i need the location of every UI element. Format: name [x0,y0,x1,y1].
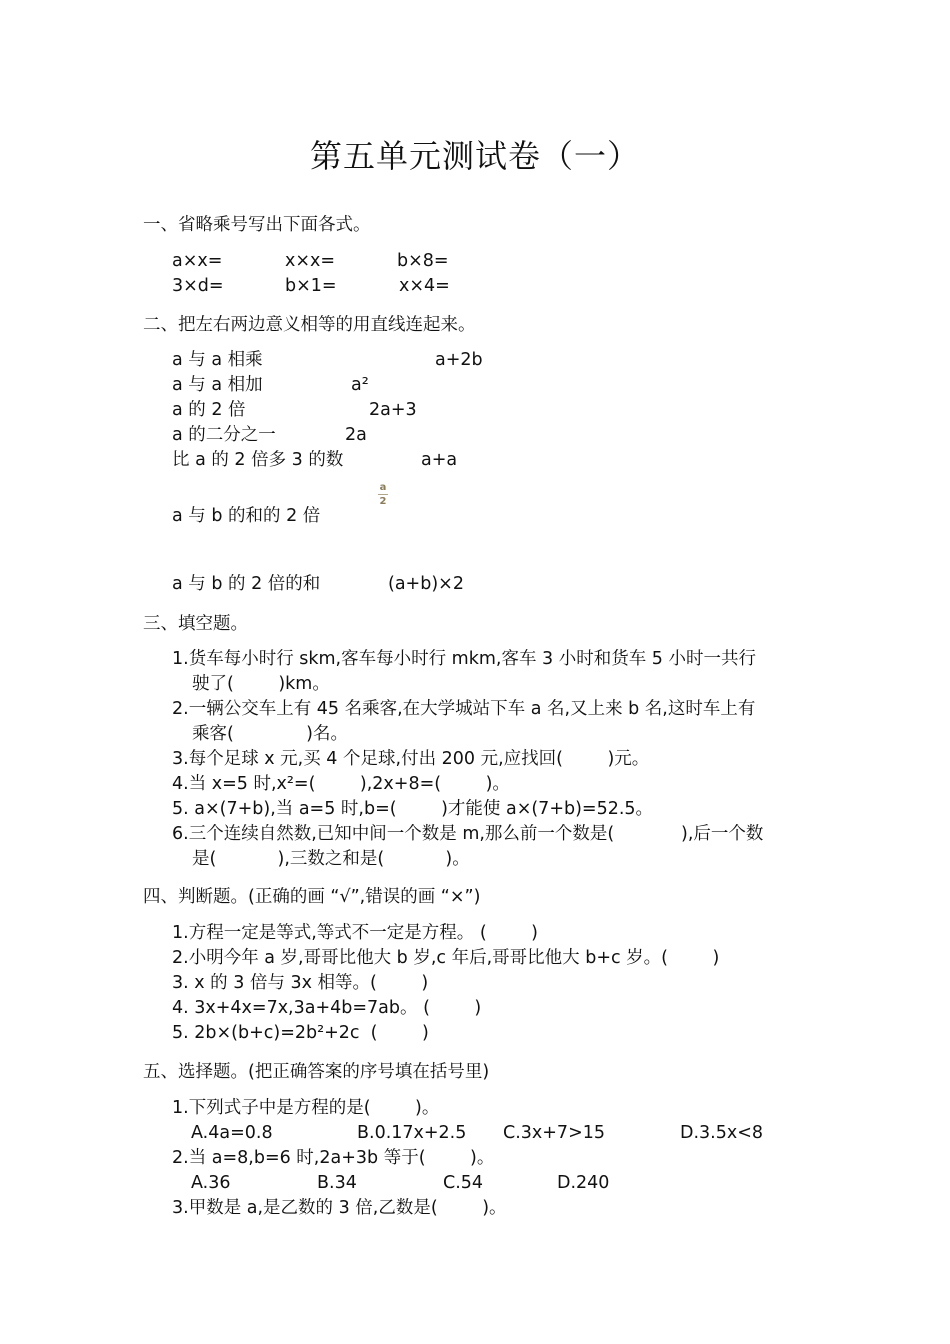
choice-option: B.0.17x+2.5 [357,1123,467,1143]
expr-item: b×8= [397,251,449,271]
expr-item: 3×d= [172,276,224,296]
fraction-denominator: 2 [379,496,387,507]
section1-heading: 一、省略乘号写出下面各式。 [143,215,371,235]
match-left-item: a 的 2 倍 [172,400,246,420]
match-left-item: a 与 b 的和的 2 倍 [172,506,321,526]
match-right-item: (a+b)×2 [388,574,464,594]
choice-question: 2.当 a=8,b=6 时,2a+3b 等于( )。 [172,1148,495,1168]
judge-line: 3. x 的 3 倍与 3x 相等。( ) [172,973,429,993]
fill-blank-line: 5. a×(7+b),当 a=5 时,b=( )才能使 a×(7+b)=52.5。 [172,799,654,819]
match-left-item: a 与 a 相加 [172,375,263,395]
match-right-item: a+a [421,450,458,470]
fraction-numerator: a [379,482,387,493]
choice-option: D.240 [557,1173,610,1193]
page-title: 第五单元测试卷（一） [309,137,640,175]
fill-blank-line: 3.每个足球 x 元,买 4 个足球,付出 200 元,应找回( )元。 [172,749,650,769]
match-left-item: a 与 b 的 2 倍的和 [172,574,321,594]
judge-line: 5. 2b×(b+c)=2b²+2c ( ) [172,1023,429,1043]
section5-heading: 五、选择题。(把正确答案的序号填在括号里) [143,1062,490,1082]
expr-item: b×1= [285,276,337,296]
match-left-item: 比 a 的 2 倍多 3 的数 [172,450,344,470]
match-right-item: 2a [345,425,367,445]
fill-blank-line: 1.货车每小时行 skm,客车每小时行 mkm,客车 3 小时和货车 5 小时一共行 [172,649,756,669]
choice-question: 1.下列式子中是方程的是( )。 [172,1098,440,1118]
expr-item: a×x= [172,251,223,271]
match-right-item: a² [351,375,369,395]
match-right-item: a+2b [435,350,483,370]
fraction-a-over-2 [376,482,390,507]
judge-line: 2.小明今年 a 岁,哥哥比他大 b 岁,c 年后,哥哥比他大 b+c 岁。( ) [172,948,720,968]
choice-option: A.36 [191,1173,231,1193]
match-left-item: a 的二分之一 [172,425,276,445]
choice-question: 3.甲数是 a,是乙数的 3 倍,乙数是( )。 [172,1198,507,1218]
match-left-item: a 与 a 相乘 [172,350,263,370]
judge-line: 4. 3x+4x=7x,3a+4b=7ab。 ( ) [172,998,482,1018]
choice-option: B.34 [317,1173,357,1193]
match-right-item: 2a+3 [369,400,417,420]
judge-line: 1.方程一定是等式,等式不一定是方程。 ( ) [172,923,538,943]
expr-item: x×4= [399,276,450,296]
fill-blank-line: 驶了( )km。 [192,674,330,694]
section2-heading: 二、把左右两边意义相等的用直线连起来。 [143,315,476,335]
fill-blank-line: 乘客( )名。 [192,724,348,744]
choice-option: A.4a=0.8 [191,1123,273,1143]
fraction-bar [378,494,388,495]
fill-blank-line: 6.三个连续自然数,已知中间一个数是 m,那么前一个数是( ),后一个数 [172,824,764,844]
section3-heading: 三、填空题。 [143,614,248,634]
fill-blank-line: 4.当 x=5 时,x²=( ),2x+8=( )。 [172,774,510,794]
choice-option: C.3x+7>15 [503,1123,606,1143]
expr-item: x×x= [285,251,336,271]
choice-option: C.54 [443,1173,484,1193]
fill-blank-line: 2.一辆公交车上有 45 名乘客,在大学城站下车 a 名,又上来 b 名,这时车上有 [172,699,756,719]
fill-blank-line: 是( ),三数之和是( )。 [192,849,470,869]
section4-heading: 四、判断题。(正确的画 “√”,错误的画 “×”) [143,887,481,907]
choice-option: D.3.5x<8 [680,1123,764,1143]
